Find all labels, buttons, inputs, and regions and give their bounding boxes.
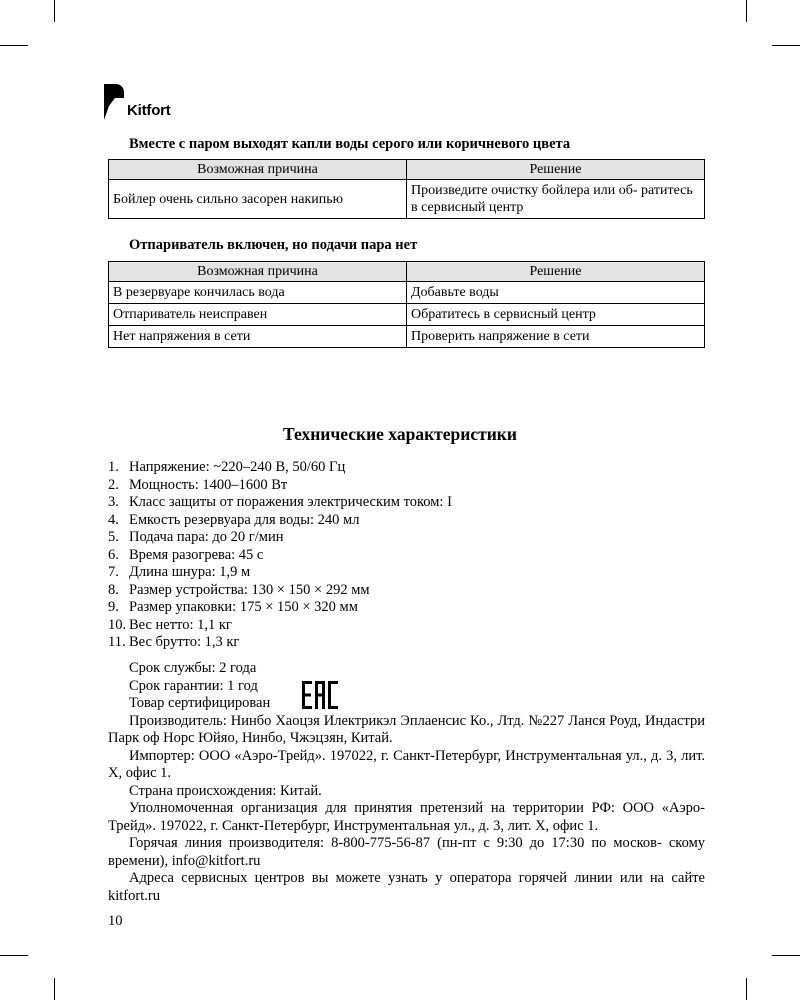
item-number: 3. [108,494,119,510]
item-text: Вес нетто: 1,1 кг [129,616,232,633]
cause-cell: В резервуаре кончилась вода [109,282,407,304]
kitfort-logo [104,84,171,120]
page-number: 10 [108,913,123,929]
item-number: 2. [108,476,119,493]
warranty: Срок гарантии: 1 год [129,677,258,694]
cause-cell: Нет напряжения в сети [109,326,407,348]
item-number: 9. [108,599,119,615]
section1-table [108,159,705,219]
column-header-cause: Возможная причина [109,262,407,282]
crop-mark-left-top [0,45,28,46]
item-text: Напряжение: ~220–240 В, 50/60 Гц [129,459,346,475]
list-item [108,459,452,477]
item-text: Вес брутто: 1,3 кг [129,634,240,650]
solution-cell: Проверить напряжение в сети [407,326,705,348]
crop-mark-bottom-right [746,978,747,1000]
crop-mark-right-top [772,45,800,46]
item-number: 10. [108,616,127,633]
crop-mark-top-left [54,0,55,22]
item-text: Подача пара: до 20 г/мин [129,529,284,545]
item-text: Класс защиты от поражения электрическим током: I [129,494,452,510]
list-item [108,529,452,547]
specs-title: Технические характеристики [283,424,517,444]
column-header-cause: Возможная причина [109,160,407,180]
list-item [108,494,452,512]
list-item [108,512,452,530]
table-row [109,326,705,348]
service-centers: Адреса сервисных центров вы можете узнать у оператора горячей линии или на сайте kitfort.ru [108,870,705,904]
item-text: Длина шнура: 1,9 м [129,564,251,580]
logo-text: Kitfort [127,102,171,119]
cause-cell: Отпариватель неисправен [109,304,407,326]
origin: Страна происхождения: Китай. [129,782,322,799]
solution-cell: Добавьте воды [407,282,705,304]
crop-mark-left-bottom [0,955,28,956]
list-item [108,582,452,600]
item-text: Емкость резервуара для воды: 240 мл [129,511,360,528]
item-number: 4. [108,511,119,528]
item-number: 7. [108,564,119,580]
eac-mark-icon [302,681,338,709]
manufacturer: Производитель: Нинбо Хаоцзя Илектрикэл Эплаенсис Ко., Лтд. №227 Ланся Роуд, Индастри Парк оф Норс Юйяо, Нинбо, Чжэцзян, Китай. [108,712,705,746]
crop-mark-top-right [746,0,747,22]
item-number: 11. [108,634,126,650]
list-item [108,599,452,617]
kitfort-mark-icon [104,84,124,120]
item-number: 6. [108,546,119,563]
column-header-solution: Решение [407,262,705,282]
info-block [108,660,705,905]
specs-list [108,459,452,652]
list-item [108,547,452,565]
section2-heading: Отпариватель включен, но подачи пара нет [129,237,418,253]
crop-mark-bottom-left [54,978,55,1000]
list-item [108,617,452,635]
section2-table [108,261,705,348]
item-number: 5. [108,529,119,545]
list-item [108,477,452,495]
table-header-row [109,160,705,180]
certified: Товар сертифицирован [129,695,271,711]
solution-cell: Обратитесь в сервисный центр [407,304,705,326]
column-header-solution: Решение [407,160,705,180]
item-text: Время разогрева: 45 с [129,546,264,563]
item-text: Размер упаковки: 175 × 150 × 320 мм [129,599,358,615]
solution-cell: Произведите очистку бойлера или об- ратитесь в сервисный центр [407,180,705,219]
cause-cell: Бойлер очень сильно засорен накипью [109,180,407,219]
table-header-row [109,262,705,282]
service-life: Срок службы: 2 года [129,660,257,676]
item-text: Размер устройства: 130 × 150 × 292 мм [129,581,370,598]
list-item [108,564,452,582]
hotline: Горячая линия производителя: 8-800-775-56-87 (пн-пт с 9:30 до 17:30 по москов- скому времени), info@kitfort.ru [108,835,705,869]
table-row [109,180,705,219]
item-text: Мощность: 1400–1600 Вт [129,476,288,493]
table-row [109,282,705,304]
crop-mark-right-bottom [772,955,800,956]
item-number: 8. [108,581,119,598]
item-number: 1. [108,459,119,475]
section1-heading: Вместе с паром выходят капли воды серого или коричневого цвета [129,136,571,152]
authorized-organization: Уполномоченная организация для принятия претензий на территории РФ: ООО «Аэро-Трейд». 197022, г. Санкт-Петербург, Инструментальная ул., д. 3, лит. Х, офис 1. [108,800,705,834]
list-item [108,634,452,652]
table-row [109,304,705,326]
importer: Импортер: ООО «Аэро-Трейд». 197022, г. Санкт-Петербург, Инструментальная ул., д. 3, лит. Х, офис 1. [108,747,705,781]
